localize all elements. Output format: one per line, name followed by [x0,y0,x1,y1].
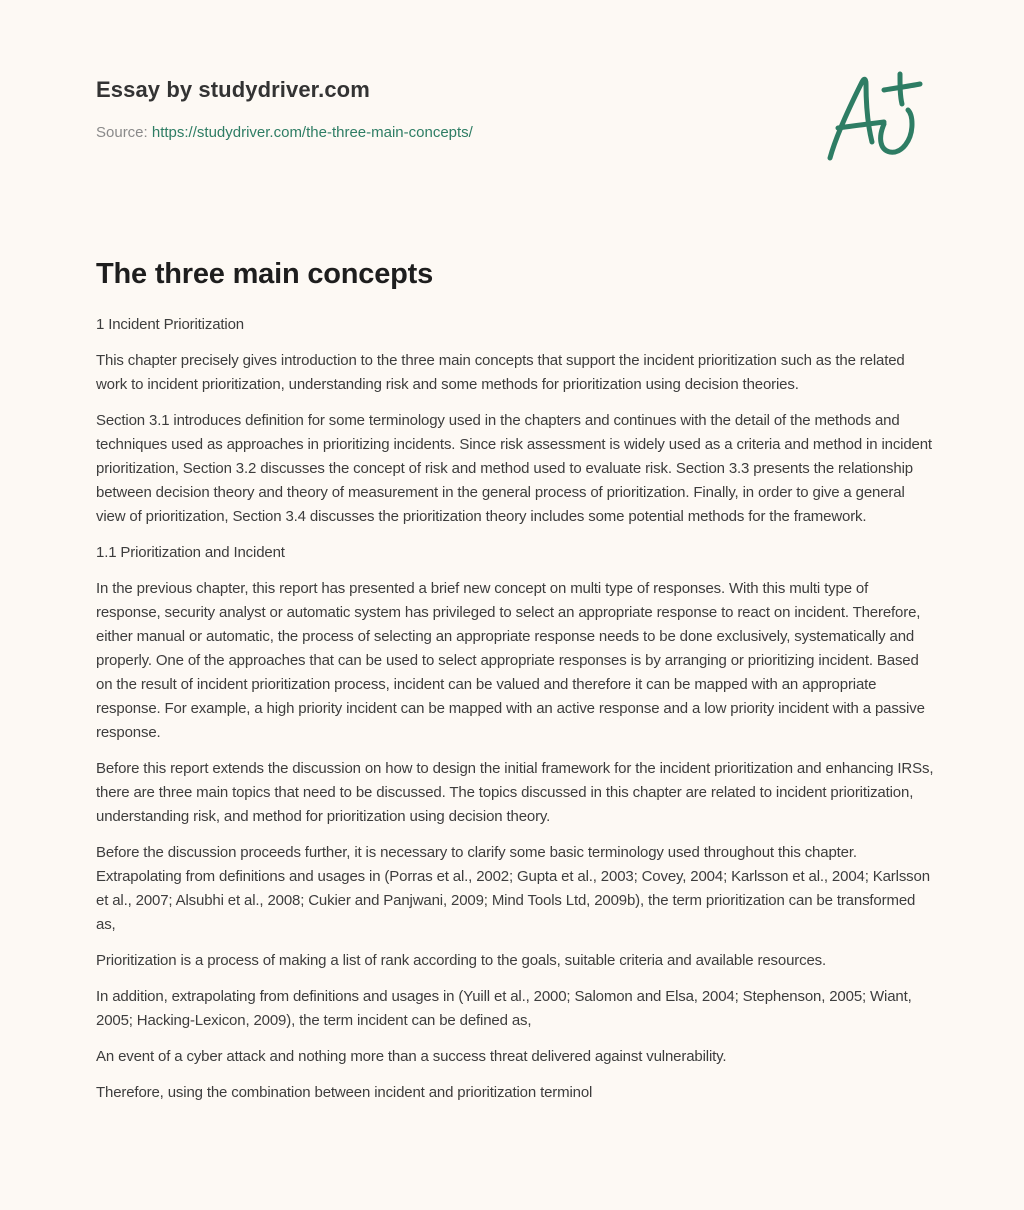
brand-title: Essay by studydriver.com [96,77,370,102]
paragraph: Before this report extends the discussion on how to design the initial framework for the incident prioritization and enhancing IRSs, there are three main topics that need to be discussed. The topics discussed in this chapter are related to incident prioritization, understanding risk, and method for prioritization using decision theory. [96,760,934,825]
article-body [96,313,936,1105]
definition: An event of a cyber attack and nothing more than a success threat delivered against vulnerability. [96,1048,727,1065]
source-line [96,124,473,142]
paragraph-truncated: Therefore, using the combination between incident and prioritization terminol [96,1084,593,1101]
source-label: Source: [96,124,148,141]
paragraph: Before the discussion proceeds further, it is necessary to clarify some basic terminology used throughout this chapter. Extrapolating from definitions and usages in (Porras et al., 2002; Gupta et al., 2003; Covey, 2004; Karlsson et al., 2004; Karlsson et al., 2007; Alsubhi et al., 2008; Cukier and Panjwani, 2009; Mind Tools Ltd, 2009b), the term prioritization can be transformed as, [96,844,930,933]
section-heading: 1 Incident Prioritization [96,316,244,333]
section-heading: 1.1 Prioritization and Incident [96,544,285,561]
paragraph: This chapter precisely gives introduction to the three main concepts that support the incident prioritization such as the related work to incident prioritization, understanding risk and some methods for prioritization using decision theories. [96,352,905,393]
definition: Prioritization is a process of making a list of rank according to the goals, suitable criteria and available resources. [96,952,827,969]
article-title: The three main concepts [96,258,434,290]
paragraph: In the previous chapter, this report has presented a brief new concept on multi type of responses. With this multi type of response, security analyst or automatic system has privileged to select an appropriate response to react on incident. Therefore, either manual or automatic, the process of selecting an appropriate response needs to be done exclusively, systematically and properly. One of the approaches that can be used to select appropriate responses is by arranging or prioritizing incident. Based on the result of incident prioritization process, incident can be valued and therefore it can be mapped with an appropriate response. For example, a high priority incident can be mapped with an active response and a low priority incident with a passive response. [96,580,925,741]
a-plus-grade-icon [822,66,928,166]
source-link[interactable]: https://studydriver.com/the-three-main-concepts/ [151,124,473,141]
paragraph: Section 3.1 introduces definition for some terminology used in the chapters and continues with the detail of the methods and techniques used as approaches in prioritizing incidents. Since risk assessment is widely used as a criteria and method in incident prioritization, Section 3.2 discusses the concept of risk and method used to evaluate risk. Section 3.3 presents the relationship between decision theory and theory of measurement in the general process of prioritization. Finally, in order to give a general view of prioritization, Section 3.4 discusses the prioritization theory includes some potential methods for the framework. [96,412,932,525]
paragraph: In addition, extrapolating from definitions and usages in (Yuill et al., 2000; Salomon and Elsa, 2004; Stephenson, 2005; Wiant, 2005; Hacking-Lexicon, 2009), the term incident can be defined as, [96,988,912,1029]
page-header [96,0,936,200]
article [96,255,936,1117]
